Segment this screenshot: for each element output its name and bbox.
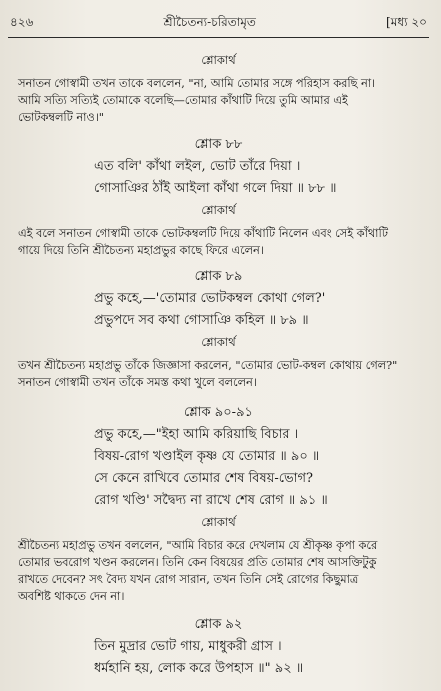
translation-paragraph bbox=[8, 225, 429, 259]
para-line: তোমার ভবরোগ খণ্ডন করলেন। তিনি কেন বিষয়ের প্রতি তোমার শেষ আসক্তিটুকু bbox=[18, 556, 377, 569]
verse-line: প্রভু কহে,—"ইহা আমি করিয়াছি বিচার । bbox=[94, 427, 299, 442]
para-line: এই বলে সনাতন গোস্বামী তাকে ভোটকম্বলটি দিয়ে কাঁথাটি নিলেন এবং সেই কাঁথাটি bbox=[18, 227, 388, 240]
running-title: শ্রীচৈতন্য-চরিতামৃত bbox=[163, 15, 256, 29]
verse-line: প্রভু কহে,—'তোমার ভোটকম্বল কোথা গেল?' bbox=[94, 291, 326, 306]
verse-line: এত বলি' কাঁথা লইল, ভোট তাঁরে দিয়া । bbox=[94, 159, 301, 174]
verse-line: গোসাঞির ঠাঁই আইলা কাঁথা গলে দিয়া ॥ ৮৮ ॥ bbox=[94, 181, 337, 196]
page-header bbox=[8, 0, 429, 38]
shloka-title: শ্লোক ৮৮ bbox=[194, 137, 243, 152]
translation-paragraph bbox=[8, 357, 429, 391]
chapter-marker: [মধ্য ২০ bbox=[386, 15, 427, 29]
page-number: ৪২৬ bbox=[10, 15, 34, 29]
shlokartha-heading: শ্লোকার্থ bbox=[201, 335, 236, 349]
verse-line: তিন মুদ্রার ভোট গায়, মাধুকরী গ্রাস । bbox=[94, 639, 282, 654]
para-line: আমি সত্যি সত্যিই তোমাকে বলেছি—তোমার কাঁথাটি দিয়ে তুমি আমার এই bbox=[18, 94, 348, 107]
shloka-title: শ্লোক ৯০-৯১ bbox=[184, 405, 253, 420]
verse-line: সে কেনে রাখিবে তোমার শেষ বিষয়-ভোগ? bbox=[94, 471, 313, 486]
translation-paragraph bbox=[8, 75, 429, 126]
shloka-title: শ্লোক ৯২ bbox=[194, 617, 243, 632]
shlokartha-heading: শ্লোকার্থ bbox=[201, 203, 236, 217]
para-line: সনাতন গোস্বামী তখন তাকে বললেন, "না, আমি তোমার সঙ্গে পরিহাস করছি না। bbox=[18, 77, 376, 90]
shlokartha-heading: শ্লোকার্থ bbox=[201, 515, 236, 529]
para-line: তখন শ্রীচৈতন্য মহাপ্রভু তাঁকে জিজ্ঞাসা করলেন, "তোমার ভোট-কম্বল কোথায় গেল?" bbox=[18, 359, 398, 372]
para-line: রাখতে দেবেন? সৎ বৈদ্য যখন রোগ সারান, তখন তিনি সেই রোগের কিছুমাত্র bbox=[18, 573, 359, 586]
shlokartha-heading: শ্লোকার্থ bbox=[201, 53, 236, 67]
para-line: গায়ে দিয়ে তিনি শ্রীচৈতন্য মহাপ্রভুর কাছে ফিরে এলেন। bbox=[18, 244, 264, 257]
translation-paragraph bbox=[8, 537, 429, 605]
verse-line: প্রভুপদে সব কথা গোসাঞি কহিল ॥ ৮৯ ॥ bbox=[94, 313, 309, 328]
para-line: ভোটকম্বলটি নাও।" bbox=[18, 111, 104, 124]
verse-line: রোগ খণ্ডি' সদ্বৈদ্য না রাখে শেষ রোগ ॥ ৯১ ॥ bbox=[94, 493, 328, 508]
shloka-title: শ্লোক ৮৯ bbox=[194, 269, 243, 284]
para-line: সনাতন গোস্বামী তখন তাঁকে সমস্ত কথা খুলে বললেন। bbox=[18, 376, 257, 389]
para-line: শ্রীচৈতন্য মহাপ্রভু তখন বললেন, "আমি বিচার করে দেখলাম যে শ্রীকৃষ্ণ কৃপা করে bbox=[18, 539, 378, 552]
para-line: অবশিষ্ট থাকতে দেন না। bbox=[18, 590, 125, 603]
verse-line: ধর্মহানি হয়, লোক করে উপহাস ॥" ৯২ ॥ bbox=[94, 661, 304, 676]
verse-line: বিষয়-রোগ খণ্ডাইল কৃষ্ণ যে তোমার ॥ ৯০ ॥ bbox=[94, 449, 320, 464]
